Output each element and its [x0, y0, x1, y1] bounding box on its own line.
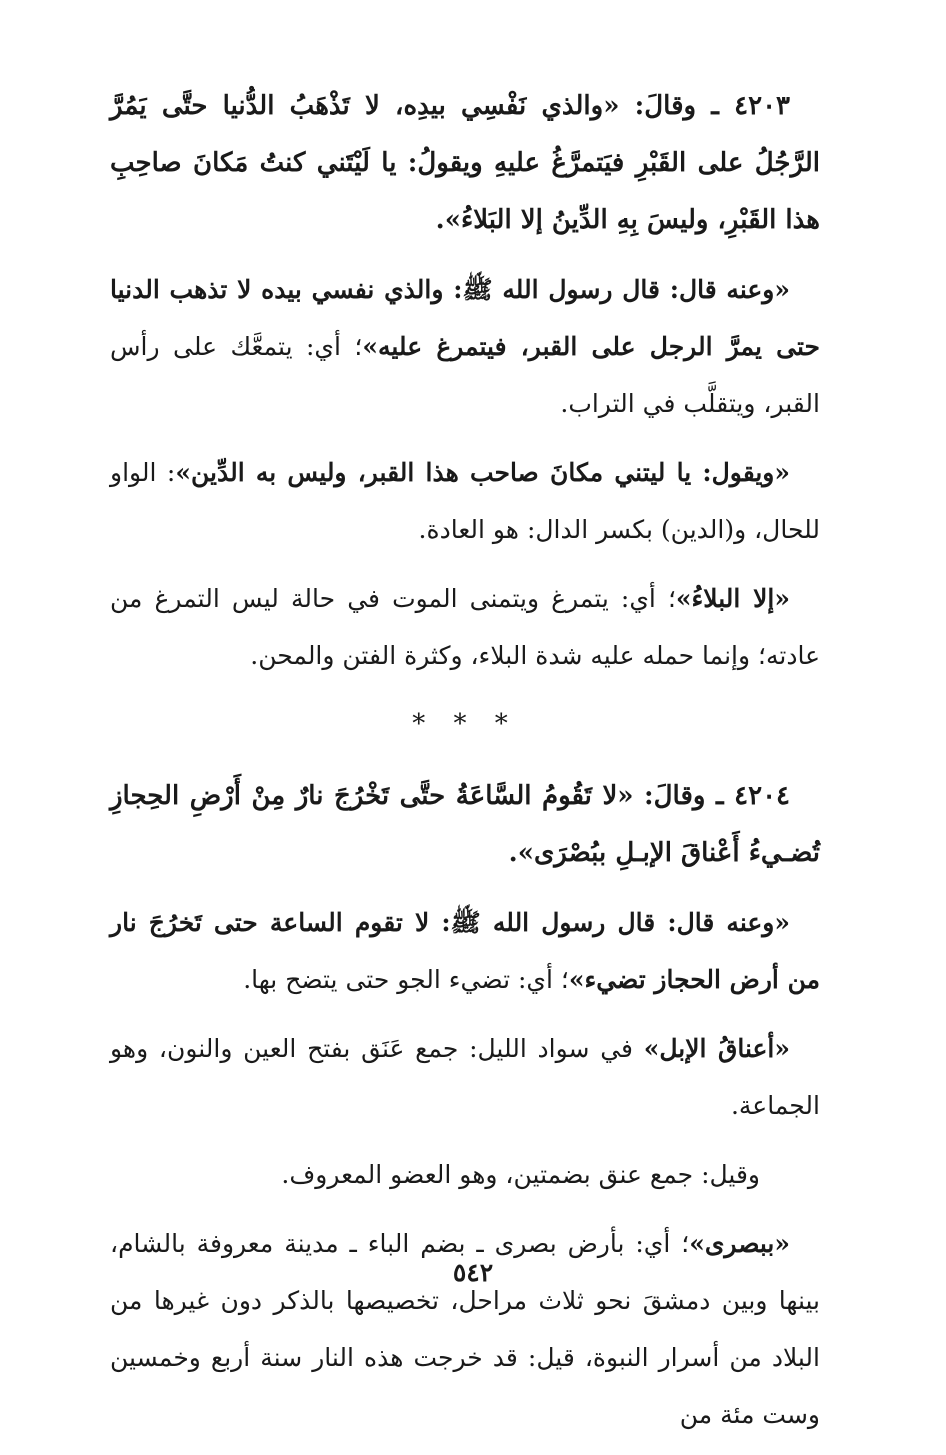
commentary-4204-para-4: [110, 1215, 820, 1443]
commentary-rest: ؛ أي: يتمعَّك على رأس القبر، ويتقلَّب في التراب.: [110, 332, 820, 418]
commentary-lead: «وعنه قال: قال رسول الله ﷺ: والذي نفسي بيده لا تذهب الدنيا حتى يمرَّ الرجل على القبر، فيتمرغ عليه»: [110, 275, 820, 361]
commentary-lead: «ويقول: يا ليتني مكانَ صاحب هذا القبر، وليس به الدِّين»: [175, 458, 790, 487]
commentary-4204-para-1: [110, 894, 820, 1008]
section-separator: * * *: [412, 709, 518, 739]
commentary-lead: «إلا البلاءُ»: [675, 584, 790, 613]
commentary-4204-para-3: [110, 1146, 820, 1203]
hadith-4204-text: ٤٢٠٤ ـ وقالَ: «لا تَقُومُ السَّاعَةُ حتَّى تَخْرُجَ نارٌ مِنْ أَرْضِ الحِجازِ تُضـيءُ أَعْناقَ الإبـلِ ببُصْرَى».: [110, 781, 820, 868]
hadith-4203-text: ٤٢٠٣ ـ وقالَ: «والذي نَفْسِي بيدِه، لا تَذْهَبُ الدُّنيا حتَّى يَمُرَّ الرَّجُلُ على القَبْرِ فيَتمرَّغُ عليهِ ويقولُ: يا لَيْتَني كنتُ مَكانَ صاحِبِ هذا القَبْرِ، وليسَ بِهِ الدِّينُ إلا البَلاءُ».: [110, 91, 820, 235]
commentary-4203-para-3: [110, 570, 820, 684]
commentary-rest: في سواد الليل: جمع عَنَق بفتح العين والنون، وهو الجماعة.: [110, 1034, 820, 1120]
commentary-rest: ؛ أي: يتمرغ ويتمنى الموت في حالة ليس التمرغ من عادته؛ وإنما حمله عليه شدة البلاء، وكثرة الفتن والمحن.: [110, 584, 820, 670]
commentary-lead: «ببصرى»: [689, 1229, 790, 1258]
commentary-lead: «وعنه قال: قال رسول الله ﷺ: لا تقوم الساعة حتى تَخرُجَ نار من أرض الحجاز تضيء»: [110, 908, 820, 994]
commentary-4203-para-1: [110, 261, 820, 432]
commentary-4204-para-2: [110, 1020, 820, 1134]
commentary-rest: ؛ أي: بأرض بصرى ـ بضم الباء ـ مدينة معروفة بالشام، بينها وبين دمشقَ نحو ثلاث مراحل، تخصيصها بالذكر دون غيرها من البلاد من أسرار النبوة، قيل: قد خرجت هذه النار سنة أربع وخمسين وست مئة من: [110, 1229, 820, 1429]
commentary-lead: «أعناقُ الإبل»: [643, 1034, 790, 1063]
commentary-rest: وقيل: جمع عنق بضمتين، وهو العضو المعروف.: [281, 1160, 760, 1189]
commentary-4203-para-2: [110, 444, 820, 558]
page-body: [110, 78, 820, 1455]
page-number: ٥٤٢: [452, 1258, 494, 1287]
commentary-rest: ؛ أي: تضيء الجو حتى يتضح بها.: [243, 965, 569, 994]
commentary-rest: : الواو للحال، و(الدين) بكسر الدال: هو العادة.: [110, 458, 820, 544]
